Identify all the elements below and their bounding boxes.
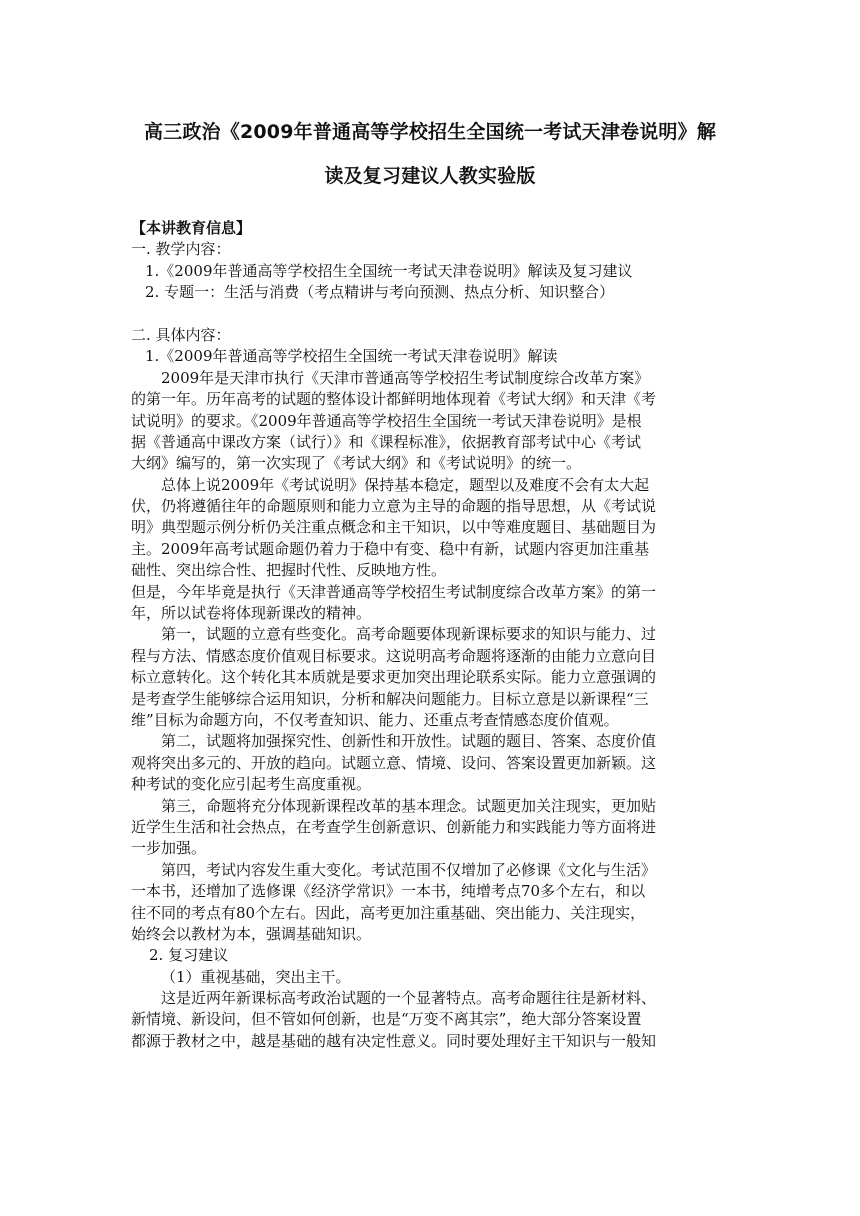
paragraph-line: 试说明》的要求。《2009年普通高等学校招生全国统一考试天津卷说明》是根 xyxy=(131,411,642,430)
paragraph-line: 是考查学生能够综合运用知识，分析和解决问题能力。目标立意是以新课程“三 xyxy=(131,689,649,708)
document-body xyxy=(131,218,731,1052)
paragraph-line: 主。2009年高考试题命题仍着力于稳中有变、稳中有新，试题内容更加注重基 xyxy=(131,539,650,558)
paragraph-line: 伏，仍将遵循往年的命题原则和能力立意为主导的命题的指导思想，从《考试说 xyxy=(131,497,657,516)
paragraph-line: 一本书，还增加了选修课《经济学常识》一本书，纯增考点70多个左右，和以 xyxy=(131,882,646,901)
paragraph-2 xyxy=(131,475,731,582)
paragraph-line: 近学生生活和社会热点，在考查学生创新意识、创新能力和实践能力等方面将进 xyxy=(131,817,657,836)
document-title-line-1: 高三政治《2009年普通高等学校招生全国统一考试天津卷说明》解 xyxy=(143,121,717,143)
paragraph-line: 年，所以试卷将体现新课改的精神。 xyxy=(131,604,372,623)
paragraph-line: 观将突出多元的、开放的趋向。试题立意、情境、设问、答案设置更加新颖。这 xyxy=(131,753,657,772)
section-1-heading: 一. 教学内容： xyxy=(131,240,231,259)
section-1-item: 2. 专题一：生活与消费（考点精讲与考向预测、热点分析、知识整合） xyxy=(145,283,615,302)
paragraph-line: 往不同的考点有80个左右。因此，高考更加注重基础、突出能力、关注现实， xyxy=(131,903,646,922)
paragraph-line: 一步加强。 xyxy=(131,839,207,858)
paragraph-line: 明》典型题示例分析仍关注重点概念和主干知识，以中等难度题目、基础题目为 xyxy=(131,518,657,537)
paragraph-line: 础性、突出综合性、把握时代性、反映地方性。 xyxy=(131,561,447,580)
paragraph-line: 大纲》编写的，第一次实现了《考试大纲》和《考试说明》的统一。 xyxy=(131,454,582,473)
paragraph-line: 据《普通高中课改方案（试行）》和《课程标准》，依据教育部考试中心《考试 xyxy=(131,432,642,451)
paragraph-7 xyxy=(131,860,731,946)
paragraph-line: 但是，今年毕竟是执行《天津普通高等学校招生考试制度综合改革方案》的第一 xyxy=(131,582,657,601)
paragraph-line: 始终会以教材为本，强调基础知识。 xyxy=(131,924,372,943)
paragraph-line: 种考试的变化应引起考生高度重视。 xyxy=(131,775,372,794)
paragraph-5 xyxy=(131,731,731,795)
paragraph-line: 第一，试题的立意有些变化。高考命题要体现新课标要求的知识与能力、过 xyxy=(161,625,657,644)
paragraph-4 xyxy=(131,624,731,731)
section-1-item: 1.《2009年普通高等学校招生全国统一考试天津卷说明》解读及复习建议 xyxy=(145,261,633,280)
info-heading: 【本讲教育信息】 xyxy=(131,219,252,237)
paragraph-line: 第四，考试内容发生重大变化。考试范围不仅增加了必修课《文化与生活》 xyxy=(161,860,657,879)
paragraph-line: 总体上说2009年《考试说明》保持基本稳定，题型以及难度不会有太大起 xyxy=(161,475,650,494)
paragraph-3 xyxy=(131,582,731,625)
paragraph-line: 第二，试题将加强探究性、创新性和开放性。试题的题目、答案、态度价值 xyxy=(161,732,657,751)
paragraph-line: 的第一年。历年高考的试题的整体设计都鲜明地体现着《考试大纲》和天津《考 xyxy=(131,390,657,409)
paragraph-line: 新情境、新设问，但不管如何创新，也是“万变不离其宗”，绝大部分答案设置 xyxy=(131,1010,642,1029)
paragraph-8 xyxy=(131,988,731,1052)
section-2-heading: 二. 具体内容： xyxy=(131,325,231,344)
paragraph-line: 维”目标为命题方向，不仅考查知识、能力、还重点考查情感态度价值观。 xyxy=(131,710,619,729)
paragraph-1 xyxy=(131,368,731,475)
paragraph-line: 2009年是天津市执行《天津市普通高等学校招生考试制度综合改革方案》 xyxy=(161,368,650,387)
subsection-2-heading: 2. 复习建议 xyxy=(149,946,229,965)
document-title-line-2: 读及复习建议人教实验版 xyxy=(324,165,536,187)
paragraph-line: 都源于教材之中，越是基础的越有决定性意义。同时要处理好主干知识与一般知 xyxy=(131,1031,657,1050)
paragraph-line: 第三，命题将充分体现新课程改革的基本理念。试题更加关注现实，更加贴 xyxy=(161,796,657,815)
subsection-1-heading: 1.《2009年普通高等学校招生全国统一考试天津卷说明》解读 xyxy=(145,347,558,366)
paragraph-line: 程与方法、情感态度价值观目标要求。这说明高考命题将逐渐的由能力立意向目 xyxy=(131,646,657,665)
paragraph-line: 这是近两年新课标高考政治试题的一个显著特点。高考命题往往是新材料、 xyxy=(161,989,657,1008)
subsection-2-point-1: （1）重视基础，突出主干。 xyxy=(161,967,351,986)
paragraph-6 xyxy=(131,796,731,860)
paragraph-line: 标立意转化。这个转化其本质就是要求更加突出理论联系实际。能力立意强调的 xyxy=(131,668,657,687)
